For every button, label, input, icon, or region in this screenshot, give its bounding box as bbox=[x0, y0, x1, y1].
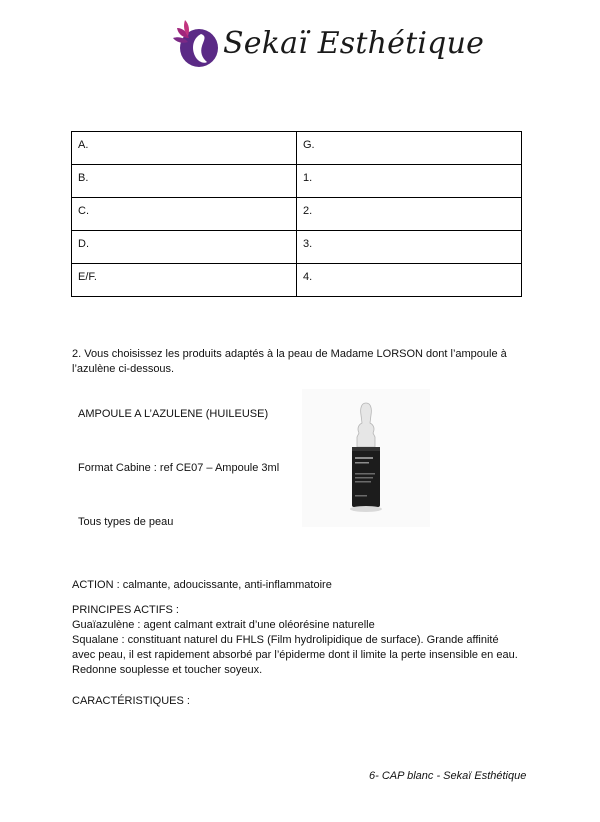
question-line: l’azulène ci-dessous. bbox=[72, 363, 175, 375]
principes-line: Guaïazulène : agent calmant extrait d’une oléorésine naturelle bbox=[72, 619, 375, 631]
question-line: 2. Vous choisissez les produits adaptés à la peau de Madame LORSON dont l’ampoule à bbox=[72, 348, 507, 360]
table-cell[interactable]: D. bbox=[72, 231, 297, 264]
page-footer: 6- CAP blanc - Sekaï Esthétique bbox=[369, 770, 527, 782]
brand-logo bbox=[171, 16, 485, 78]
principes-line: Squalane : constituant naturel du FHLS (Film hydrolipidique de surface). Grande affinité bbox=[72, 634, 499, 646]
table-cell[interactable]: B. bbox=[72, 165, 297, 198]
table-cell[interactable]: 3. bbox=[297, 231, 522, 264]
principes-line: avec peau, il est rapidement absorbé par l’épiderme dont il limite la perte insensible en eau. bbox=[72, 649, 518, 661]
table-row bbox=[72, 165, 522, 198]
table-cell[interactable]: E/F. bbox=[72, 264, 297, 297]
caracteristiques-title: CARACTÉRISTIQUES : bbox=[72, 695, 190, 707]
table-cell[interactable]: 2. bbox=[297, 198, 522, 231]
ampoule-image bbox=[302, 389, 430, 527]
table-cell[interactable]: A. bbox=[72, 132, 297, 165]
principes-line: Redonne souplesse et toucher soyeux. bbox=[72, 664, 263, 676]
table-row bbox=[72, 231, 522, 264]
product-name: AMPOULE A L’AZULENE (HUILEUSE) bbox=[78, 408, 269, 420]
action-text: ACTION : calmante, adoucissante, anti-inflammatoire bbox=[72, 579, 332, 591]
table-cell[interactable]: G. bbox=[297, 132, 522, 165]
lotus-face-icon bbox=[171, 18, 219, 72]
question-2 bbox=[72, 347, 532, 377]
table-row bbox=[72, 198, 522, 231]
principes-title: PRINCIPES ACTIFS : bbox=[72, 604, 179, 616]
product-skin-type: Tous types de peau bbox=[78, 516, 174, 528]
principes-actifs bbox=[72, 603, 542, 678]
answer-table bbox=[71, 131, 522, 297]
brand-name: Sekaï Esthétique bbox=[223, 26, 485, 61]
table-cell[interactable]: C. bbox=[72, 198, 297, 231]
table-cell[interactable]: 4. bbox=[297, 264, 522, 297]
table-row bbox=[72, 132, 522, 165]
table-cell[interactable]: 1. bbox=[297, 165, 522, 198]
table-row bbox=[72, 264, 522, 297]
product-format: Format Cabine : ref CE07 – Ampoule 3ml bbox=[78, 462, 280, 474]
